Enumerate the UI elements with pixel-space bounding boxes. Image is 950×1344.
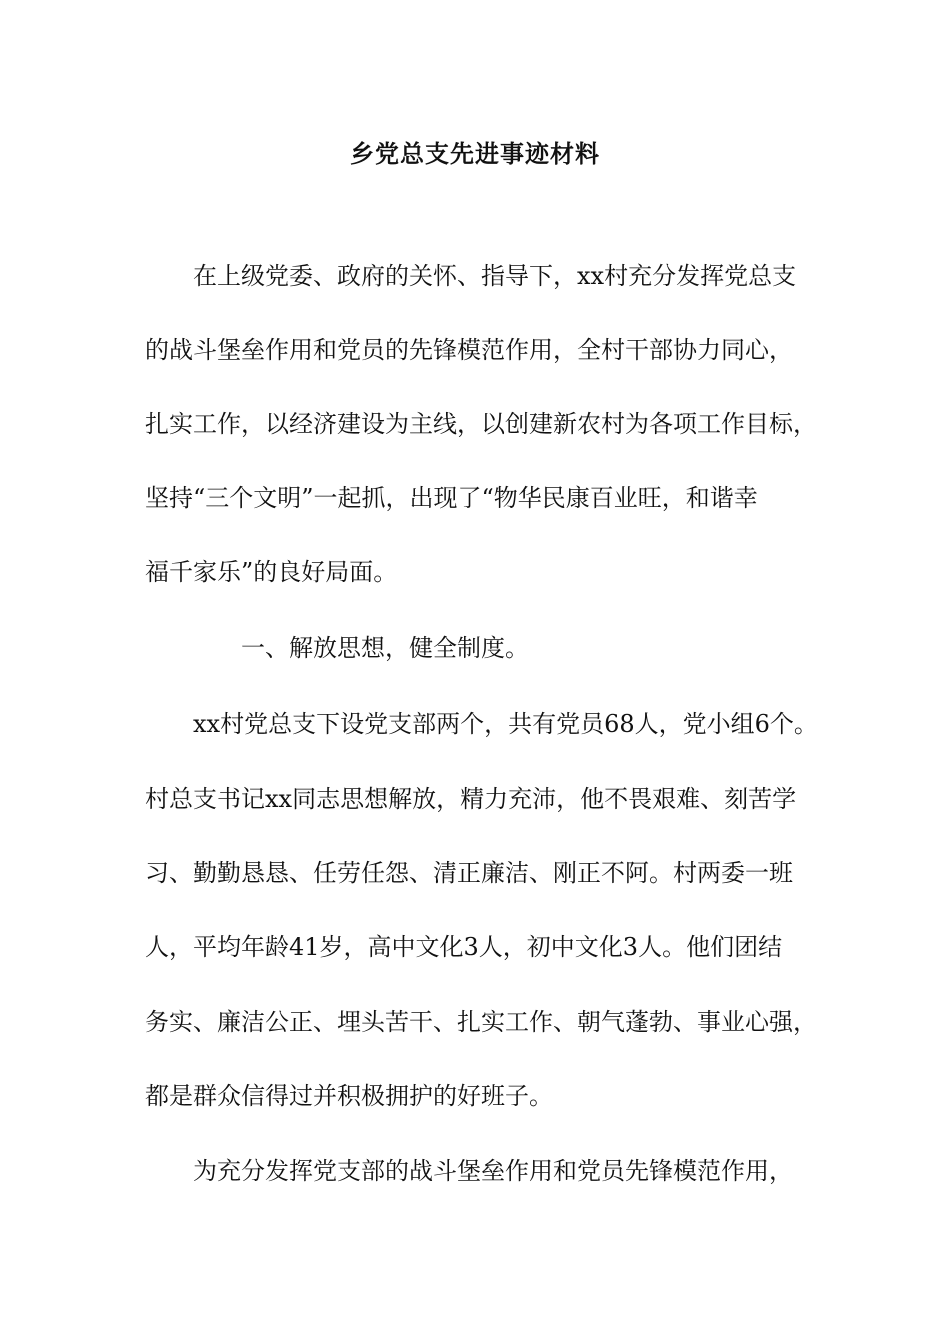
paragraph-line: 的战斗堡垒作用和党员的先锋模范作用，全村干部协力同心， bbox=[145, 336, 793, 364]
paragraph-line: 务实、廉洁公正、埋头苦干、扎实工作、朝气蓬勃、事业心强， bbox=[145, 1008, 817, 1036]
paragraph-line: 在上级党委、政府的关怀、指导下，xx村充分发挥党总支 bbox=[193, 262, 797, 290]
section-heading: 一、解放思想，健全制度。 bbox=[241, 634, 529, 662]
paragraph-line: 习、勤勤恳恳、任劳任怨、清正廉洁、刚正不阿。村两委一班 bbox=[145, 859, 793, 887]
paragraph-line: 人，平均年龄41岁，高中文化3人，初中文化3人。他们团结 bbox=[145, 933, 783, 961]
document-title: 乡党总支先进事迹材料 bbox=[350, 139, 600, 168]
paragraph-line: 坚持“三个文明”一起抓，出现了“物华民康百业旺，和谐幸 bbox=[145, 484, 758, 512]
paragraph-line: 为充分发挥党支部的战斗堡垒作用和党员先锋模范作用， bbox=[193, 1157, 793, 1185]
paragraph-line: 福千家乐”的良好局面。 bbox=[145, 558, 398, 586]
paragraph-line: 都是群众信得过并积极拥护的好班子。 bbox=[145, 1082, 553, 1110]
paragraph-line: 村总支书记xx同志思想解放，精力充沛，他不畏艰难、刻苦学 bbox=[145, 785, 797, 813]
paragraph-line: 扎实工作，以经济建设为主线，以创建新农村为各项工作目标， bbox=[145, 410, 817, 438]
paragraph-line: xx村党总支下设党支部两个，共有党员68人，党小组6个。 bbox=[193, 710, 818, 738]
